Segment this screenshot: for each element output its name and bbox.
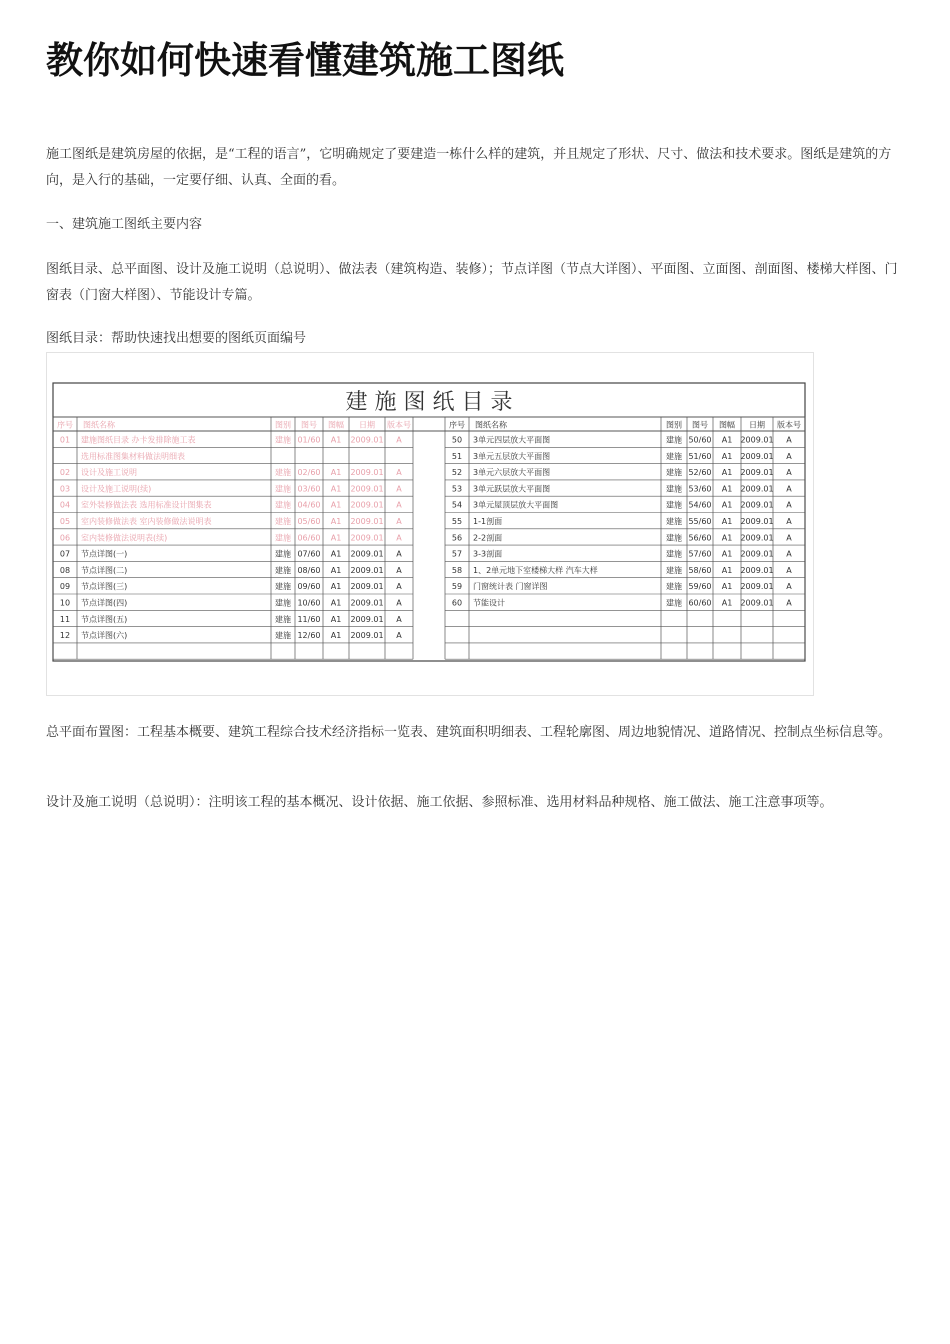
table-cell-name: 节点详图(一) (81, 549, 128, 559)
table-cell-date: 2009.01 (740, 451, 774, 461)
table-cell-sheet: 51/60 (688, 451, 712, 461)
table-cell-cat: 建施 (275, 435, 291, 445)
table-cell-sheet: 11/60 (297, 614, 321, 624)
table-cell-name: 节点详图(四) (81, 598, 128, 608)
table-cell-ver: A (396, 598, 402, 608)
table-cell-size: A1 (721, 565, 733, 575)
table-cell-cat: 建施 (666, 533, 682, 543)
table-cell-sheet: 07/60 (297, 549, 321, 559)
table-cell-size: A1 (721, 484, 733, 494)
table-cell-size: A1 (330, 500, 342, 510)
table-cell-size: A1 (330, 468, 342, 478)
table-cell-ver: A (396, 517, 402, 526)
table-cell-sheet: 53/60 (688, 484, 712, 494)
column-header: 图纸名称 (83, 420, 115, 430)
table-cell-no: 02 (59, 468, 71, 478)
table-cell-cat: 建施 (275, 614, 291, 624)
table-cell-sheet: 56/60 (688, 533, 712, 543)
table-cell-date: 2009.01 (350, 517, 384, 526)
table-cell-date: 2009.01 (740, 598, 774, 608)
table-cell-ver: A (396, 631, 402, 641)
table-cell-date: 2009.01 (740, 517, 774, 526)
table-cell-cat: 建施 (666, 549, 682, 559)
table-cell-date: 2009.01 (350, 435, 384, 445)
table-cell-no: 06 (59, 533, 71, 543)
table-cell-size: A1 (330, 582, 342, 592)
column-header: 图幅 (719, 420, 735, 430)
design-notes-paragraph: 设计及施工说明（总说明）：注明该工程的基本概况、设计依据、施工依据、参照标准、选用材料品种规格、施工做法、施工注意事项等。 (46, 795, 833, 810)
table-cell-cat: 建施 (666, 517, 682, 526)
table-cell-size: A1 (330, 484, 342, 494)
table-cell-no: 03 (59, 484, 71, 494)
section-body: 图纸目录、总平面图、设计及施工说明（总说明）、做法表（建筑构造、装修）；节点详图（节点大详图）、平面图、立面图、剖面图、楼梯大样图、门窗表（门窗大样图）、节能设计专篇。 (46, 262, 898, 303)
table-cell-size: A1 (330, 631, 342, 641)
table-cell-date: 2009.01 (740, 435, 774, 445)
table-cell-ver: A (396, 468, 402, 478)
table-cell-name: 1-1剖面 (473, 517, 503, 526)
table-cell-sheet: 55/60 (688, 517, 712, 526)
table-cell-date: 2009.01 (740, 533, 774, 543)
table-cell-name: 节点详图(三) (81, 582, 128, 592)
table-cell-date: 2009.01 (740, 565, 774, 575)
table-cell-ver: A (786, 468, 792, 478)
table-cell-name: 设计及施工说明 (81, 468, 137, 478)
table-cell-size: A1 (330, 549, 342, 559)
table-cell-size: A1 (330, 435, 342, 445)
table-cell-ver: A (786, 517, 792, 526)
intro-paragraph: 施工图纸是建筑房屋的依据，是“工程的语言”，它明确规定了要建造一栋什么样的建筑，并且规定了形状、尺寸、做法和技术要求。图纸是建筑的方向，是入行的基础，一定要仔细、认真、全面的看。 (46, 147, 892, 188)
table-cell-sheet: 03/60 (297, 484, 321, 494)
table-cell-ver: A (396, 614, 402, 624)
table-cell-sheet: 58/60 (688, 565, 712, 575)
table-cell-name: 3-3剖面 (473, 549, 503, 559)
table-cell-sheet: 01/60 (297, 435, 321, 445)
table-cell-size: A1 (330, 598, 342, 608)
table-cell-name: 节点详图(六) (81, 631, 128, 641)
table-cell-ver: A (786, 533, 792, 543)
table-cell-cat: 建施 (275, 565, 291, 575)
table-cell-no: 53 (451, 484, 463, 494)
table-cell-cat: 建施 (666, 468, 682, 478)
table-cell-size: A1 (721, 451, 733, 461)
table-cell-size: A1 (721, 468, 733, 478)
table-cell-no: 09 (59, 582, 71, 592)
column-header: 图号 (301, 420, 317, 430)
table-cell-cat: 建施 (666, 484, 682, 494)
table-cell-date: 2009.01 (740, 582, 774, 592)
table-cell-name: 3单元五层放大平面图 (473, 451, 551, 461)
table-cell-sheet: 08/60 (297, 565, 321, 575)
section-heading: 一、建筑施工图纸主要内容 (46, 217, 203, 232)
table-cell-size: A1 (330, 565, 342, 575)
table-cell-date: 2009.01 (740, 468, 774, 478)
table-cell-size: A1 (721, 582, 733, 592)
table-cell-sheet: 59/60 (688, 582, 712, 592)
table-cell-size: A1 (330, 517, 342, 526)
table-cell-name: 3单元跃层放大平面图 (473, 484, 551, 494)
table-cell-no: 57 (451, 549, 463, 559)
table-cell-cat: 建施 (666, 500, 682, 510)
table-cell-date: 2009.01 (350, 484, 384, 494)
table-cell-ver: A (396, 565, 402, 575)
column-header: 图别 (666, 420, 682, 430)
table-cell-date: 2009.01 (350, 598, 384, 608)
table-cell-name: 节点详图(二) (81, 565, 128, 575)
table-cell-date: 2009.01 (350, 468, 384, 478)
table-cell-ver: A (786, 565, 792, 575)
table-cell-name: 节能设计 (473, 598, 505, 608)
table-cell-cat: 建施 (666, 582, 682, 592)
table-cell-ver: A (396, 582, 402, 592)
table-cell-cat: 建施 (275, 484, 291, 494)
column-header: 序号 (57, 420, 73, 430)
table-cell-sheet: 50/60 (688, 435, 712, 445)
table-cell-no: 11 (59, 614, 71, 624)
table-cell-ver: A (786, 484, 792, 494)
drawing-index-figure (46, 352, 814, 696)
table-cell-cat: 建施 (275, 549, 291, 559)
table-cell-name: 门窗统计表 门窗详图 (473, 582, 548, 592)
table-cell-cat: 建施 (275, 500, 291, 510)
drawing-index-title: 建 施 图 纸 目 录 (345, 390, 513, 415)
table-cell-name: 1、2单元地下室楼梯大样 汽车大样 (473, 565, 598, 575)
table-cell-sheet: 60/60 (688, 598, 712, 608)
table-cell-no: 52 (451, 468, 463, 478)
column-header: 日期 (359, 420, 375, 430)
table-cell-cat: 建施 (275, 533, 291, 543)
table-cell-no: 50 (451, 435, 463, 445)
table-cell-size: A1 (721, 517, 733, 526)
table-cell-no: 08 (59, 565, 71, 575)
table-cell-size: A1 (330, 614, 342, 624)
table-cell-size: A1 (721, 533, 733, 543)
table-cell-no: 51 (451, 451, 463, 461)
table-cell-name: 3单元四层放大平面图 (473, 435, 551, 445)
table-cell-no: 10 (59, 598, 71, 608)
table-cell-cat: 建施 (666, 565, 682, 575)
table-cell-no: 04 (59, 500, 71, 510)
table-cell-date: 2009.01 (740, 549, 774, 559)
column-header: 图号 (692, 420, 708, 430)
article-title: 教你如何快速看懂建筑施工图纸 (46, 39, 564, 82)
table-cell-date: 2009.01 (350, 500, 384, 510)
table-cell-size: A1 (721, 549, 733, 559)
table-cell-no: 60 (451, 598, 463, 608)
column-header: 序号 (449, 420, 465, 430)
table-cell-ver: A (786, 451, 792, 461)
table-cell-no: 01 (59, 435, 71, 445)
table-cell-name: 选用标准图集材料做法明细表 (81, 451, 185, 461)
column-header: 版本号 (777, 420, 801, 430)
table-cell-cat: 建施 (275, 517, 291, 526)
table-cell-cat: 建施 (666, 598, 682, 608)
table-cell-sheet: 06/60 (297, 533, 321, 543)
table-cell-cat: 建施 (275, 631, 291, 641)
column-header: 图别 (275, 420, 291, 430)
table-cell-name: 室内装修做法说明表(续) (81, 533, 168, 543)
table-cell-ver: A (396, 549, 402, 559)
table-cell-sheet: 10/60 (297, 598, 321, 608)
table-cell-date: 2009.01 (350, 631, 384, 641)
table-cell-cat: 建施 (666, 451, 682, 461)
table-cells (57, 420, 801, 641)
table-cell-no: 55 (451, 517, 463, 526)
table-cell-no: 07 (59, 549, 71, 559)
table-cell-name: 建施图纸目录 办卡发排除施工表 (81, 435, 196, 445)
table-cell-no: 59 (451, 582, 463, 592)
table-cell-sheet: 54/60 (688, 500, 712, 510)
table-cell-sheet: 04/60 (297, 500, 321, 510)
drawing-index-table (47, 353, 813, 695)
table-cell-date: 2009.01 (350, 565, 384, 575)
column-header: 图纸名称 (475, 420, 507, 430)
table-cell-no: 58 (451, 565, 463, 575)
table-cell-ver: A (786, 435, 792, 445)
table-cell-ver: A (786, 500, 792, 510)
table-cell-date: 2009.01 (740, 500, 774, 510)
table-cell-ver: A (396, 484, 402, 494)
table-cell-cat: 建施 (666, 435, 682, 445)
table-cell-date: 2009.01 (350, 549, 384, 559)
site-plan-paragraph: 总平面布置图：工程基本概要、建筑工程综合技术经济指标一览表、建筑面积明细表、工程轮廓图、周边地貌情况、道路情况、控制点坐标信息等。 (46, 725, 892, 740)
table-cell-cat: 建施 (275, 468, 291, 478)
table-cell-cat: 建施 (275, 582, 291, 592)
table-cell-no: 12 (59, 631, 71, 641)
table-cell-sheet: 52/60 (688, 468, 712, 478)
table-cell-sheet: 09/60 (297, 582, 321, 592)
table-cell-ver: A (396, 500, 402, 510)
table-cell-size: A1 (721, 435, 733, 445)
table-cell-no: 54 (451, 500, 463, 510)
table-cell-name: 室外装修做法表 选用标准设计图集表 (81, 500, 212, 510)
table-cell-no: 05 (59, 517, 71, 526)
table-cell-name: 2-2剖面 (473, 533, 503, 543)
table-cell-ver: A (786, 549, 792, 559)
table-cell-sheet: 12/60 (297, 631, 321, 641)
table-cell-size: A1 (721, 598, 733, 608)
table-cell-date: 2009.01 (740, 484, 774, 494)
table-cell-ver: A (786, 598, 792, 608)
table-cell-ver: A (396, 435, 402, 445)
table-cell-name: 室内装修做法表 室内装修做法说明表 (81, 517, 212, 526)
table-cell-name: 节点详图(五) (81, 614, 128, 624)
table-cell-size: A1 (330, 533, 342, 543)
table-cell-sheet: 05/60 (297, 517, 321, 526)
table-cell-name: 设计及施工说明(续) (81, 484, 152, 494)
table-cell-sheet: 02/60 (297, 468, 321, 478)
column-header: 版本号 (387, 420, 411, 430)
table-cell-name: 3单元六层放大平面图 (473, 468, 551, 478)
table-cell-size: A1 (721, 500, 733, 510)
table-cell-date: 2009.01 (350, 582, 384, 592)
table-cell-no: 56 (451, 533, 463, 543)
table-cell-ver: A (396, 533, 402, 543)
table-cell-date: 2009.01 (350, 533, 384, 543)
column-header: 日期 (749, 420, 765, 430)
table-cell-sheet: 57/60 (688, 549, 712, 559)
table-cell-name: 3单元屋顶层放大平面图 (473, 500, 559, 510)
table-cell-cat: 建施 (275, 598, 291, 608)
column-header: 图幅 (328, 420, 344, 430)
catalog-caption: 图纸目录：帮助快速找出想要的图纸页面编号 (46, 331, 307, 346)
table-cell-ver: A (786, 582, 792, 592)
table-cell-date: 2009.01 (350, 614, 384, 624)
